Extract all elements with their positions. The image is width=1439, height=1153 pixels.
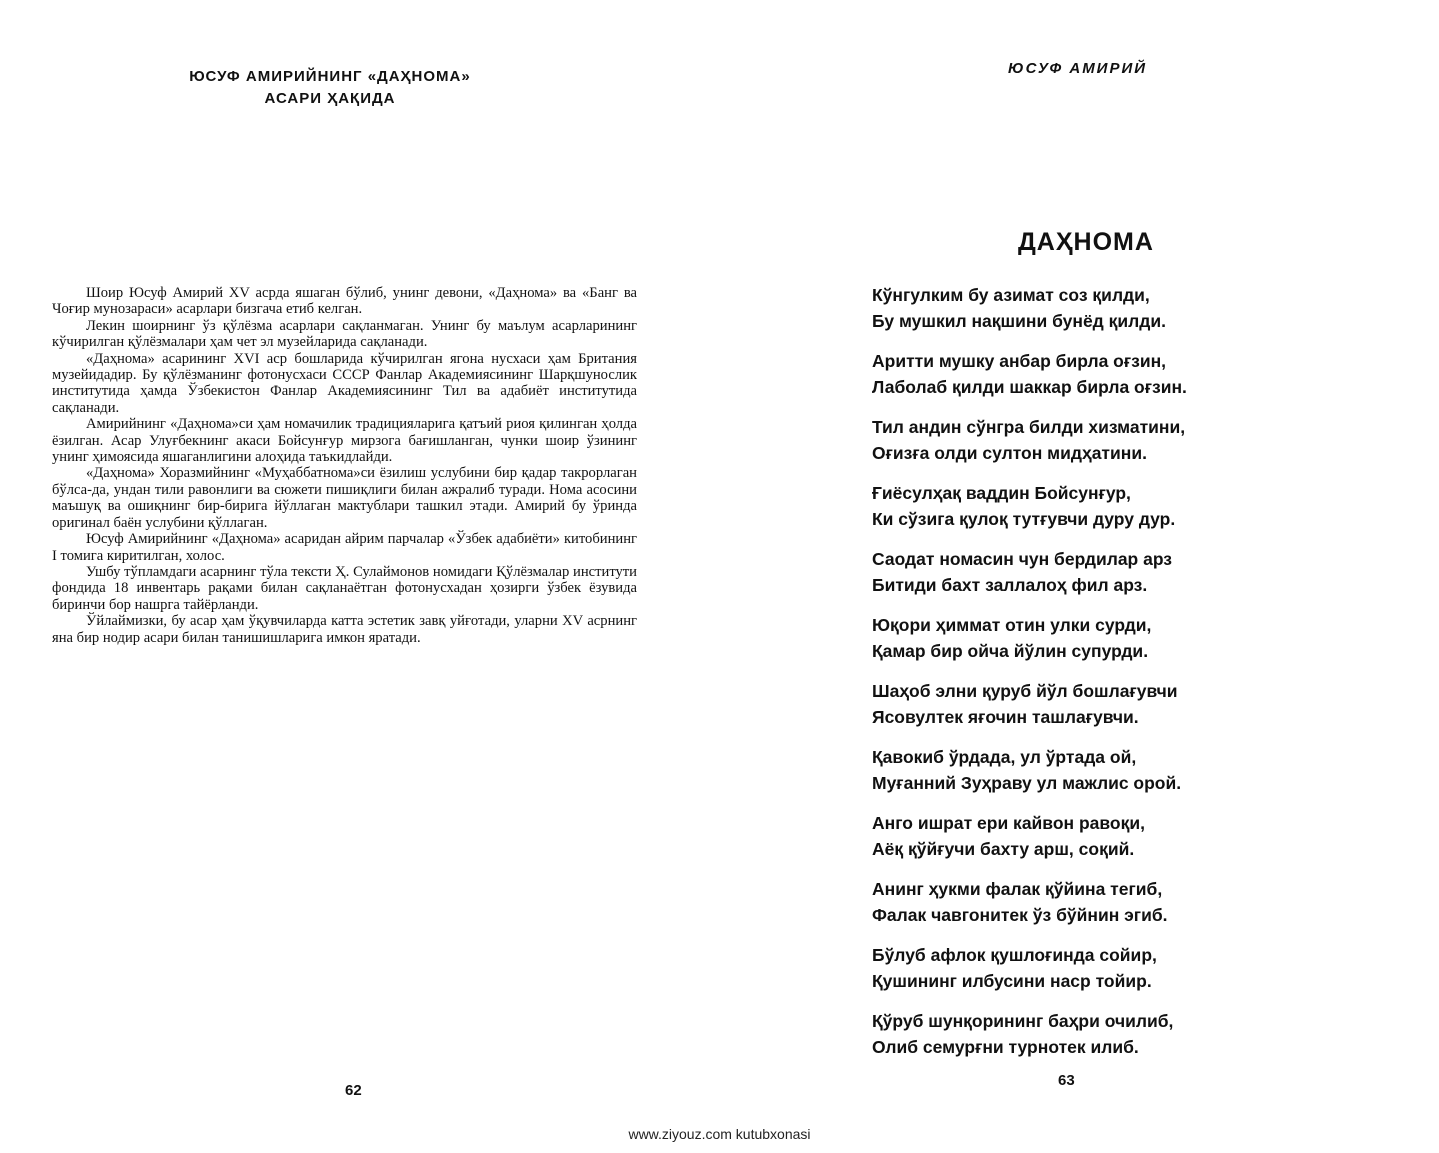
stanza [872, 612, 1292, 664]
running-head: ЮСУФ АМИРИЙ [1008, 60, 1148, 77]
stanza [872, 744, 1292, 796]
verse-line: Анинг ҳукми фалак қўйина тегиб, [872, 879, 1163, 899]
paragraph: Юсуф Амирийнинг «Даҳнома» асаридан айрим парчалар «Ўзбек адабиёти» китобининг I томига киритилган, холос. [52, 531, 637, 564]
heading-line-1: ЮСУФ АМИРИЙНИНГ «ДАҲНОМА» [189, 68, 471, 85]
verse-line: Юқори ҳиммат отин улки сурди, [872, 615, 1152, 635]
left-page [0, 0, 700, 1120]
paragraph: Амирийнинг «Даҳнома»си ҳам номачилик традицияларига қатъий риоя қилинган ҳолда ёзилган. Асар Улуғбекнинг акаси Бойсунғур мирзога бағишланган, чунки шоир ўзининг унинг ҳимоясида яшаганлигини алоҳида таъкидлайди. [52, 416, 637, 466]
verse-line: Кўнгулким бу азимат соз қилди, [872, 285, 1150, 305]
paragraph: «Даҳнома» Хоразмийнинг «Муҳаббатнома»си ёзилиш услубини бир қадар такрорлаган бўлса-да, ундан тили равонлиги ва сюжети пишиқлиги билан ажралиб туради. Нома асосини маъшуқ ва ошиқнинг бир-бирига йўллаган мактублари ташкил этади. Амирий бу ўринда оригинал баён услубини қўллаган. [52, 465, 637, 531]
verse-line: Ки сўзига қулоқ тутғувчи дуру дур. [872, 509, 1176, 529]
stanza [872, 810, 1292, 862]
stanza [872, 480, 1292, 532]
left-page-body [52, 285, 637, 646]
verse-line: Саодат номасин чун бердилар арз [872, 549, 1172, 569]
verse-line: Муғанний Зуҳраву ул мажлис орой. [872, 773, 1182, 793]
verse-line: Шаҳоб элни қуруб йўл бошлағувчи [872, 681, 1178, 701]
verse-line: Лаболаб қилди шаккар бирла оғзин. [872, 377, 1187, 397]
verse-line: Ясовултек яғочин ташлағувчи. [872, 707, 1139, 727]
verse-line: Қамар бир ойча йўлин супурди. [872, 641, 1149, 661]
stanza [872, 1008, 1292, 1060]
verse-line: Тил андин сўнгра билди хизматини, [872, 417, 1186, 437]
paragraph: Шоир Юсуф Амирий XV асрда яшаган бўлиб, унинг девони, «Даҳнома» ва «Банг ва Чоғир мунозараси» асарлари бизгача етиб келган. [52, 285, 637, 318]
stanza [872, 678, 1292, 730]
verse-line: Бўлуб афлок қушлоғинда сойир, [872, 945, 1157, 965]
heading-line-2: АСАРИ ҲАҚИДА [264, 90, 396, 107]
verse-line: Ғиёсулҳақ ваддин Бойсунғур, [872, 483, 1131, 503]
stanza [872, 942, 1292, 994]
stanza [872, 876, 1292, 928]
right-page [720, 0, 1439, 1120]
paragraph: Лекин шоирнинг ўз қўлёзма асарлари сақланмаган. Унинг бу маълум асарларининг кўчирилган қўлёзмалари ҳам чет эл музейларида сақланади. [52, 317, 637, 351]
left-page-heading [160, 66, 500, 110]
page-number-left: 62 [345, 1082, 362, 1099]
stanza [872, 282, 1292, 334]
stanza [872, 414, 1292, 466]
verse-line: Олиб семурғни турнотек илиб. [872, 1037, 1139, 1057]
paragraph: «Даҳнома» асарининг XVI аср бошларида кўчирилган ягона нусхаси ҳам Британия музейидадир. Бу қўлёзманинг фотонусхаси СССР Фанлар Академиясининг Шарқшунослик институтида ҳамда Ўзбекистон Фанлар Академиясининг Тил ва адабиёт институтида сақланади. [52, 350, 637, 416]
verse-line: Қўруб шунқорининг баҳри очилиб, [872, 1011, 1174, 1031]
stanza [872, 546, 1292, 598]
paragraph: Ўйлаймизки, бу асар ҳам ўқувчиларда катта эстетик завқ уйғотади, уларни XV асрнинг яна бир нодир асари билан танишишларига имкон яратади. [52, 613, 637, 646]
verse-line: Анго ишрат ери кайвон равоқи, [872, 813, 1145, 833]
verse-line: Фалак чавгонитек ўз бўйнин эгиб. [872, 905, 1168, 925]
verse-line: Қушининг илбусини наср тойир. [872, 971, 1152, 991]
stanza [872, 348, 1292, 400]
verse-line: Аёқ қўйғучи бахту арш, соқий. [872, 839, 1135, 859]
footer-link[interactable]: www.ziyouz.com kutubxonasi [628, 1126, 811, 1142]
verse-line: Оғизға олди султон мидҳатини. [872, 443, 1147, 463]
poem [872, 282, 1292, 1074]
verse-line: Бу мушкил нақшини бунёд қилди. [872, 311, 1167, 331]
verse-line: Қавокиб ўрдада, ул ўртада ой, [872, 747, 1137, 767]
poem-title: ДАҲНОМА [1018, 228, 1154, 256]
page-number-right: 63 [1058, 1072, 1075, 1089]
paragraph: Ушбу тўпламдаги асарнинг тўла тексти Ҳ. Сулаймонов номидаги Қўлёзмалар институти фондида 18 инвентарь рақами билан сақланаётган фотонусхадан ҳозирги ўзбек ёзувида биринчи бор нашрга тайёрланди. [52, 563, 637, 613]
verse-line: Аритти мушку анбар бирла оғзин, [872, 351, 1167, 371]
verse-line: Битиди бахт заллалоҳ фил арз. [872, 575, 1148, 595]
